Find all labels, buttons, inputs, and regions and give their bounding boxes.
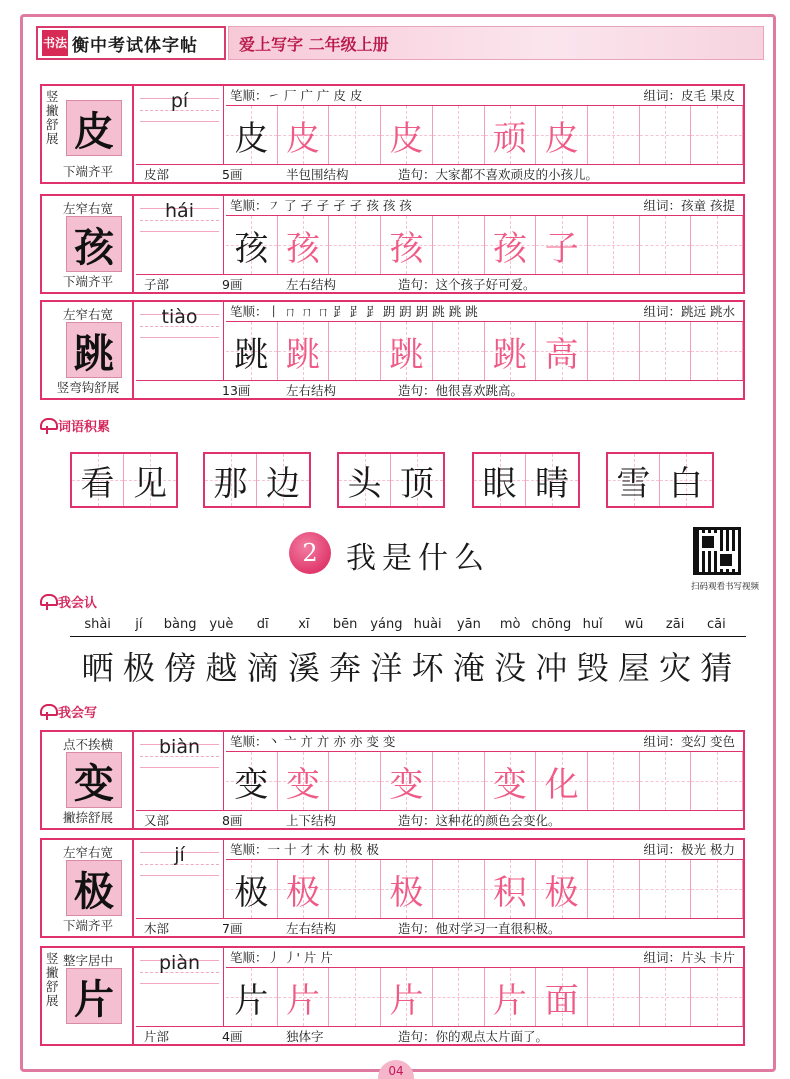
vocab-char: 白 (669, 463, 703, 504)
recognize-pinyin: chōng (531, 617, 572, 632)
char-model-box (42, 196, 134, 292)
practice-cell[interactable] (381, 752, 433, 810)
practice-char: 高 (544, 334, 579, 375)
practice-grid (226, 322, 743, 380)
practice-cell[interactable] (691, 968, 743, 1026)
recognize-pinyin: jí (135, 617, 143, 632)
stroke-order (226, 840, 743, 860)
vocab-char: 眼 (482, 463, 517, 504)
radical: 皮部 (144, 167, 170, 182)
sentence-text: 他对学习一直很积极。 (435, 921, 561, 936)
recognize-char: 猜 (700, 649, 733, 687)
structure-tip: 点不挨横 (62, 737, 113, 752)
stroke-count: 8画 (222, 813, 243, 828)
practice-char: 片 (234, 980, 269, 1021)
sentence (398, 275, 536, 294)
model-char: 片 (66, 968, 122, 1024)
structure: 独体字 (286, 1029, 324, 1044)
header-bar (228, 26, 764, 60)
char-model-box (42, 840, 134, 936)
practice-cell[interactable] (278, 322, 330, 380)
vocab-char: 雪 (616, 463, 651, 504)
section-title: 词语积累 (58, 420, 111, 435)
vocab-word (337, 452, 445, 508)
pinyin-text: jí (174, 844, 185, 866)
practice-char: 孩 (492, 228, 527, 269)
words-group (644, 948, 736, 967)
vocab-char: 边 (266, 463, 300, 504)
recognize-pinyin: wū (624, 617, 644, 632)
sentence-label: 造句： (398, 813, 436, 828)
recognize-char: 滴 (246, 649, 279, 687)
structure-tip: 左窄右宽 (62, 307, 113, 322)
vocab-char: 顶 (400, 463, 434, 504)
practice-cell[interactable] (433, 216, 485, 274)
char-block (40, 730, 745, 830)
vocab-char: 那 (213, 463, 248, 504)
structure-tip: 左窄右宽 (62, 201, 113, 216)
stroke-count: 7画 (222, 921, 243, 936)
practice-cell[interactable] (588, 106, 640, 164)
practice-cell[interactable] (381, 860, 433, 918)
recognize-pinyin: mò (499, 617, 521, 632)
words-label: 组词： (643, 734, 682, 749)
structure: 左右结构 (286, 383, 337, 398)
practice-char: 片 (286, 980, 321, 1021)
char-info-row (136, 1026, 743, 1046)
practice-cell[interactable] (278, 106, 330, 164)
vocab-word (203, 452, 311, 508)
structure-tip: 左窄右宽 (62, 845, 113, 860)
page-number: 04 (378, 1060, 414, 1079)
words-group (644, 196, 736, 215)
brand-logo (36, 26, 226, 60)
recognize-char: 灾 (659, 649, 692, 687)
practice-char: 面 (544, 980, 579, 1021)
stroke-order-text: 丶 亠 亣 亣 亦 亦 变 变 (267, 734, 396, 749)
practice-grid (226, 860, 743, 918)
practice-cell[interactable] (329, 216, 381, 274)
sentence-text: 这种花的颜色会变化。 (435, 813, 561, 828)
recognize-char: 溪 (287, 649, 320, 687)
bottom-tip: 撇捺舒展 (62, 810, 113, 825)
recognize-char: 淹 (452, 649, 485, 687)
qr-code-icon[interactable] (693, 527, 741, 575)
practice-cell[interactable] (329, 752, 381, 810)
section-write (40, 702, 97, 721)
practice-cell[interactable] (278, 216, 330, 274)
vocab-cell (72, 454, 124, 506)
practice-cell[interactable] (485, 106, 537, 164)
practice-char: 极 (389, 872, 424, 913)
words-group (644, 732, 736, 751)
char-model-box (42, 86, 134, 182)
model-char: 跳 (66, 322, 122, 378)
practice-cell[interactable] (381, 216, 433, 274)
vocab-cell (526, 454, 578, 506)
vocab-cell (391, 454, 443, 506)
char-info-row (136, 274, 743, 294)
practice-cell[interactable] (640, 216, 692, 274)
bottom-tip: 下端齐平 (62, 274, 113, 289)
practice-cell[interactable] (485, 216, 537, 274)
practice-char: 皮 (286, 118, 321, 159)
model-char: 皮 (66, 100, 122, 156)
practice-char: 孩 (286, 228, 321, 269)
pinyin-text: piàn (158, 952, 201, 974)
sentence (398, 381, 523, 400)
practice-char: 跳 (492, 334, 527, 375)
structure: 左右结构 (286, 277, 337, 292)
vocab-char: 见 (133, 463, 167, 504)
stroke-order-text: ㇇ 了 孑 孑 孑 孑 孩 孩 孩 (267, 198, 412, 213)
practice-cell[interactable] (226, 106, 278, 164)
practice-cell[interactable] (381, 968, 433, 1026)
words-label: 组词： (643, 950, 682, 965)
practice-cell[interactable] (588, 322, 640, 380)
recognize-char: 越 (205, 649, 238, 687)
vocab-char: 看 (80, 463, 115, 504)
recognize-pinyin: bēn (332, 617, 358, 632)
practice-cell[interactable] (640, 322, 692, 380)
practice-cell[interactable] (536, 752, 588, 810)
structure: 半包围结构 (286, 167, 349, 182)
book-title: 爱上写字 二年级上册 (239, 34, 389, 54)
practice-cell[interactable] (226, 860, 278, 918)
model-char: 变 (66, 752, 122, 808)
words-text: 变幻 变色 (681, 734, 735, 749)
section-title: 我会认 (58, 596, 98, 611)
words-group (644, 302, 736, 321)
practice-cell[interactable] (691, 216, 743, 274)
sentence-label: 造句： (398, 383, 436, 398)
practice-cell[interactable] (640, 968, 692, 1026)
vocab-cell (474, 454, 526, 506)
vocab-cell (124, 454, 176, 506)
recognize-char: 毁 (576, 649, 609, 687)
char-block (40, 838, 745, 938)
practice-char: 顽 (492, 118, 527, 159)
recognize-char: 坏 (411, 649, 444, 687)
pinyin-box (136, 196, 224, 274)
words-text: 极光 极力 (681, 842, 735, 857)
practice-cell[interactable] (226, 752, 278, 810)
stroke-order (226, 732, 743, 752)
practice-char: 跳 (234, 334, 269, 375)
practice-char: 皮 (544, 118, 579, 159)
pinyin-text: tiào (161, 306, 198, 328)
recognize-pinyin: yān (456, 617, 481, 632)
stroke-order (226, 948, 743, 968)
structure-tip: 整字居中 (62, 953, 113, 968)
stroke-tip: 竖撇舒展 (46, 89, 59, 146)
vocab-cell (608, 454, 660, 506)
vocab-word (70, 452, 178, 508)
practice-cell[interactable] (485, 322, 537, 380)
words-label: 组词： (643, 198, 682, 213)
practice-cell[interactable] (536, 106, 588, 164)
practice-cell[interactable] (226, 968, 278, 1026)
practice-char: 孩 (389, 228, 424, 269)
pin-icon (40, 594, 54, 610)
practice-cell[interactable] (433, 968, 485, 1026)
pinyin-box (136, 840, 224, 918)
recognize-char: 洋 (370, 649, 403, 687)
practice-char: 积 (492, 872, 527, 913)
practice-cell[interactable] (536, 216, 588, 274)
practice-char: 变 (389, 764, 424, 805)
practice-char: 孩 (234, 228, 269, 269)
practice-cell[interactable] (433, 106, 485, 164)
bottom-tip: 竖弯钩舒展 (56, 380, 120, 395)
recognize-char: 极 (122, 649, 155, 687)
practice-char: 跳 (286, 334, 321, 375)
structure: 左右结构 (286, 921, 337, 936)
practice-cell[interactable] (329, 860, 381, 918)
practice-char: 子 (544, 228, 579, 269)
radical: 又部 (144, 813, 170, 828)
stroke-order-label: 笔顺： (230, 842, 268, 857)
practice-cell[interactable] (640, 752, 692, 810)
char-info-row (136, 810, 743, 830)
practice-char: 变 (492, 764, 527, 805)
sentence-text: 你的观点太片面了。 (435, 1029, 549, 1044)
practice-cell[interactable] (278, 752, 330, 810)
char-model-box (42, 302, 134, 398)
practice-char: 变 (234, 764, 269, 805)
char-info-row (136, 918, 743, 938)
practice-cell[interactable] (278, 968, 330, 1026)
radical: 片部 (144, 1029, 170, 1044)
pinyin-text: biàn (158, 736, 201, 758)
practice-cell[interactable] (536, 860, 588, 918)
practice-cell[interactable] (381, 322, 433, 380)
recognize-char: 屋 (617, 649, 650, 687)
words-group (644, 86, 736, 105)
section-title: 我会写 (58, 706, 98, 721)
model-char: 孩 (66, 216, 122, 272)
vocab-cell (660, 454, 712, 506)
stroke-order-label: 笔顺： (230, 950, 268, 965)
recognize-pinyin: dī (256, 617, 269, 632)
practice-cell[interactable] (588, 860, 640, 918)
stroke-count: 5画 (222, 167, 243, 182)
practice-cell[interactable] (226, 322, 278, 380)
bottom-tip: 下端齐平 (62, 164, 113, 179)
brand-name: 衡中考试体字帖 (72, 35, 198, 56)
recognize-char-row (77, 643, 737, 689)
stroke-order-label: 笔顺： (230, 88, 268, 103)
sentence-label: 造句： (398, 1029, 436, 1044)
vocab-cell (205, 454, 257, 506)
recognize-pinyin: yáng (370, 617, 403, 632)
practice-cell[interactable] (226, 216, 278, 274)
sentence (398, 919, 561, 938)
stroke-tip: 竖撇舒展 (46, 951, 59, 1008)
sentence (398, 811, 561, 830)
words-text: 跳远 跳水 (681, 304, 735, 319)
practice-cell[interactable] (691, 106, 743, 164)
recognize-char: 晒 (81, 649, 114, 687)
recognize-pinyin: zāi (665, 617, 685, 632)
stroke-order-label: 笔顺： (230, 304, 268, 319)
practice-char: 片 (389, 980, 424, 1021)
bottom-tip: 下端齐平 (62, 918, 113, 933)
stroke-order-text: ㇀ 厂 广 广 皮 皮 (267, 88, 363, 103)
words-text: 孩童 孩提 (681, 198, 735, 213)
practice-cell[interactable] (381, 106, 433, 164)
stroke-count: 9画 (222, 277, 243, 292)
practice-cell[interactable] (588, 216, 640, 274)
practice-char: 跳 (389, 334, 424, 375)
recognize-pinyin: bàng (163, 617, 197, 632)
practice-cell[interactable] (329, 322, 381, 380)
pinyin-text: hái (165, 200, 194, 222)
section-vocab (40, 416, 110, 435)
vocab-cell (339, 454, 391, 506)
char-block (40, 194, 745, 294)
sentence (398, 165, 598, 184)
stroke-count: 4画 (222, 1029, 243, 1044)
recognize-char: 奔 (329, 649, 362, 687)
recognize-pinyin: cāi (707, 617, 726, 632)
char-block (40, 84, 745, 184)
sentence (398, 1027, 548, 1046)
recognize-char: 没 (494, 649, 527, 687)
char-block (40, 300, 745, 400)
practice-cell[interactable] (485, 860, 537, 918)
recognize-char: 傍 (164, 649, 197, 687)
stroke-order-text: 一 十 才 木 朸 极 极 (267, 842, 379, 857)
practice-char: 片 (492, 980, 527, 1021)
practice-cell[interactable] (536, 322, 588, 380)
stroke-order (226, 86, 743, 106)
char-block (40, 946, 745, 1046)
words-label: 组词： (643, 304, 682, 319)
practice-char: 极 (286, 872, 321, 913)
sentence-label: 造句： (398, 277, 436, 292)
lesson-number: 2 (289, 532, 331, 574)
practice-char: 化 (544, 764, 579, 805)
section-recognize (40, 592, 97, 611)
char-model-box (42, 732, 134, 828)
practice-char: 极 (234, 872, 269, 913)
practice-cell[interactable] (588, 968, 640, 1026)
recognize-pinyin: xī (298, 617, 310, 632)
practice-char: 皮 (234, 118, 269, 159)
stroke-order-text: 丿 丿' 片 片 (267, 950, 333, 965)
divider (70, 636, 746, 637)
pinyin-box (136, 732, 224, 810)
sentence-text: 他很喜欢跳高。 (435, 383, 524, 398)
pinyin-text: pí (170, 90, 189, 112)
lesson-title: 我是什么 (346, 541, 490, 576)
practice-cell[interactable] (329, 968, 381, 1026)
recognize-char: 冲 (535, 649, 568, 687)
stroke-order-text: 丨 ㄇ ㄇ ㄇ 𧾷 𧾷 𧾷 跀 跀 跀 跳 跳 跳 (267, 304, 478, 319)
practice-cell[interactable] (640, 860, 692, 918)
pin-icon (40, 704, 54, 720)
vocab-char: 睛 (535, 463, 569, 504)
practice-cell[interactable] (433, 322, 485, 380)
stroke-count: 13画 (222, 383, 251, 398)
stroke-order-label: 笔顺： (230, 198, 268, 213)
recognize-pinyin: huài (413, 617, 442, 632)
practice-char: 变 (286, 764, 321, 805)
practice-cell[interactable] (640, 106, 692, 164)
practice-cell[interactable] (485, 752, 537, 810)
vocab-char: 头 (347, 463, 382, 504)
practice-cell[interactable] (588, 752, 640, 810)
sentence-text: 这个孩子好可爱。 (435, 277, 536, 292)
words-text: 片头 卡片 (681, 950, 735, 965)
words-label: 组词： (643, 88, 682, 103)
practice-char: 皮 (389, 118, 424, 159)
recognize-pinyin: yuè (209, 617, 234, 632)
sentence-label: 造句： (398, 921, 436, 936)
recognize-pinyin: shài (84, 617, 111, 632)
radical: 木部 (144, 921, 170, 936)
practice-cell[interactable] (691, 752, 743, 810)
practice-cell[interactable] (278, 860, 330, 918)
stroke-order-label: 笔顺： (230, 734, 268, 749)
practice-char: 极 (544, 872, 579, 913)
pinyin-box (136, 86, 224, 164)
practice-grid (226, 968, 743, 1026)
model-char: 极 (66, 860, 122, 916)
practice-cell[interactable] (691, 860, 743, 918)
stroke-order (226, 302, 743, 322)
char-model-box (42, 948, 134, 1044)
words-label: 组词： (643, 842, 682, 857)
practice-grid (226, 752, 743, 810)
practice-cell[interactable] (536, 968, 588, 1026)
practice-cell[interactable] (433, 860, 485, 918)
recognize-pinyin-row (77, 617, 737, 632)
char-info-row (136, 164, 743, 184)
char-info-row (136, 380, 743, 400)
practice-cell[interactable] (329, 106, 381, 164)
recognize-pinyin: huǐ (582, 617, 603, 632)
structure: 上下结构 (286, 813, 337, 828)
practice-cell[interactable] (433, 752, 485, 810)
pinyin-box (136, 948, 224, 1026)
practice-grid (226, 216, 743, 274)
seal-icon: 书法 (42, 30, 68, 56)
words-text: 皮毛 果皮 (681, 88, 735, 103)
vocab-word (472, 452, 580, 508)
stroke-order (226, 196, 743, 216)
pin-icon (40, 418, 54, 434)
radical: 子部 (144, 277, 170, 292)
sentence-label: 造句： (398, 167, 436, 182)
sentence-text: 大家都不喜欢顽皮的小孩儿。 (435, 167, 599, 182)
vocab-word (606, 452, 714, 508)
practice-cell[interactable] (485, 968, 537, 1026)
words-group (644, 840, 736, 859)
vocab-cell (257, 454, 309, 506)
pinyin-box (136, 302, 224, 380)
practice-cell[interactable] (691, 322, 743, 380)
qr-caption: 扫码观看书写视频 (690, 582, 759, 592)
practice-grid (226, 106, 743, 164)
